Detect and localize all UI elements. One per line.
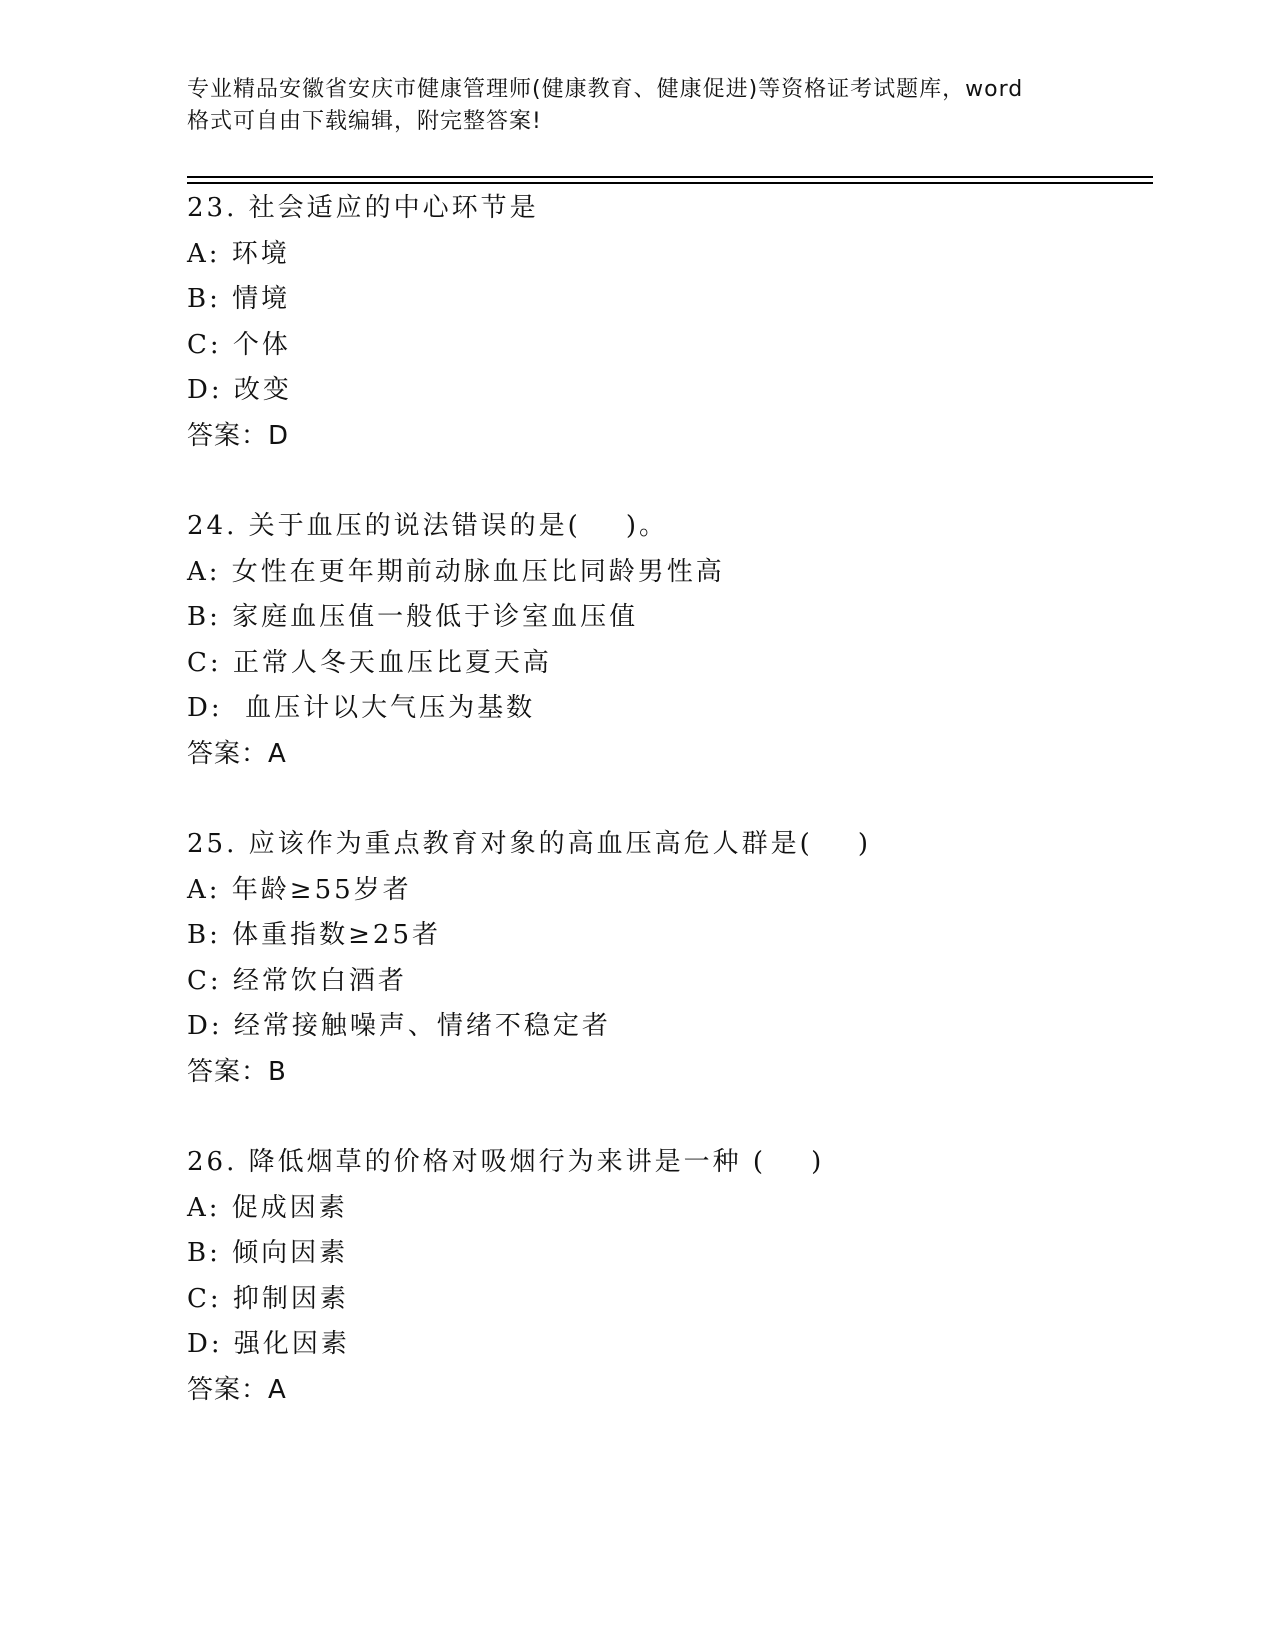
option-b: B: 情境	[187, 284, 291, 314]
option-c: C: 抑制因素	[187, 1283, 349, 1314]
header-divider-top	[187, 176, 1153, 178]
document-header	[187, 74, 1087, 138]
option-c: C: 个体	[187, 329, 291, 360]
answer-line: 答案：A	[187, 1374, 287, 1405]
answer-line: 答案：D	[187, 420, 290, 451]
question-stem: 26. 降低烟草的价格对吸烟行为来讲是一种 ( )	[187, 1147, 825, 1177]
header-line-1: 专业精品安徽省安庆市健康管理师(健康教育、健康促进)等资格证考试题库，word	[187, 77, 1024, 102]
question-stem: 24. 关于血压的说法错误的是( )。	[187, 511, 668, 541]
question-item	[187, 822, 1153, 1095]
option-a: A: 年龄≥55岁者	[187, 874, 412, 905]
answer-line: 答案：B	[187, 1056, 287, 1087]
question-stem: 25. 应该作为重点教育对象的高血压高危人群是( )	[187, 829, 871, 859]
option-d: D: 强化因素	[187, 1329, 350, 1359]
option-d: D: 血压计以大气压为基数	[187, 693, 536, 723]
option-c: C: 正常人冬天血压比夏天高	[187, 647, 552, 678]
option-c: C: 经常饮白酒者	[187, 965, 407, 996]
question-list	[187, 186, 1153, 1413]
header-divider-bottom	[187, 182, 1153, 184]
option-b: B: 家庭血压值一般低于诊室血压值	[187, 602, 639, 632]
option-b: B: 体重指数≥25者	[187, 920, 442, 950]
option-d: D: 经常接触噪声、情绪不稳定者	[187, 1011, 611, 1041]
question-item	[187, 1140, 1153, 1413]
header-line-2: 格式可自由下载编辑，附完整答案!	[187, 109, 542, 134]
question-item	[187, 186, 1153, 459]
option-b: B: 倾向因素	[187, 1238, 349, 1268]
question-item	[187, 504, 1153, 777]
option-a: A: 环境	[187, 238, 290, 269]
option-d: D: 改变	[187, 375, 292, 405]
option-a: A: 女性在更年期前动脉血压比同龄男性高	[187, 556, 725, 587]
question-stem: 23. 社会适应的中心环节是	[187, 193, 539, 223]
option-a: A: 促成因素	[187, 1192, 348, 1223]
answer-line: 答案：A	[187, 738, 287, 769]
